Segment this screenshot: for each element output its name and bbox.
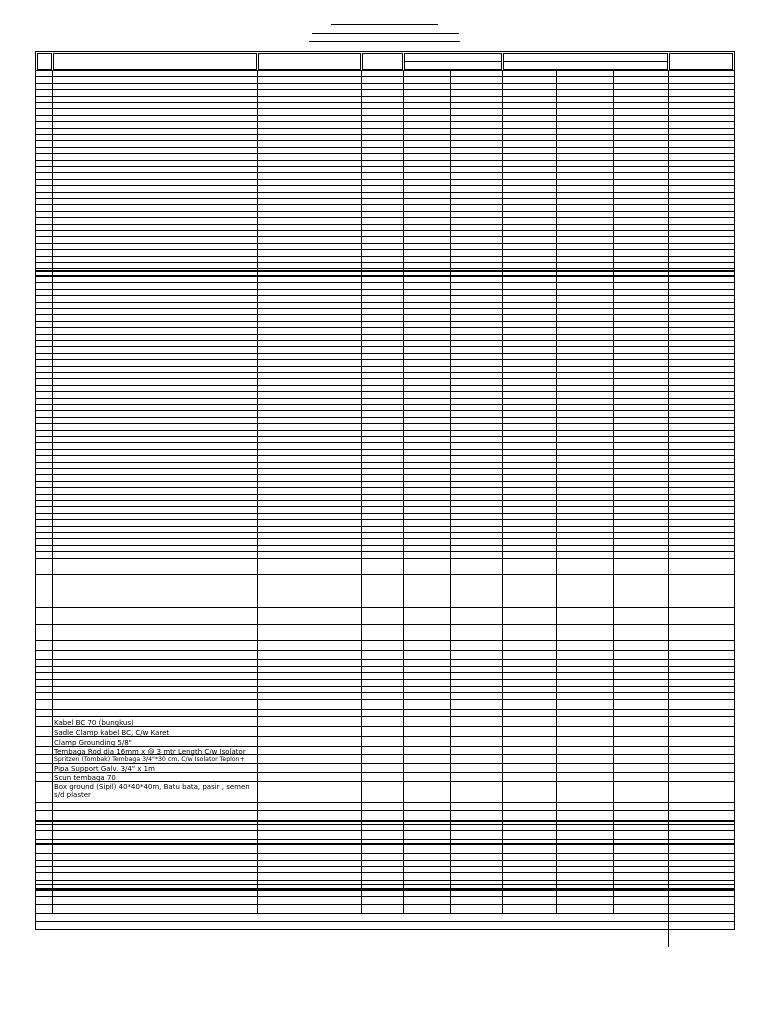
row-line	[36, 198, 734, 199]
row-line	[36, 526, 734, 527]
row-line	[36, 340, 734, 341]
row-line	[36, 802, 734, 803]
item-box-ground: Box ground (Sipil) 40*40*40m, Batu bata, pasir , semen s/d plaster	[54, 783, 250, 799]
row-line	[36, 276, 734, 277]
row-line	[36, 692, 734, 693]
row-line	[36, 607, 734, 608]
row-line	[36, 160, 734, 161]
row-line	[36, 921, 734, 922]
row-line	[36, 83, 734, 84]
bill-of-quantities-table	[35, 51, 735, 930]
row-line	[36, 538, 734, 539]
row-line	[36, 417, 734, 418]
row-line	[36, 102, 734, 103]
header-description	[53, 53, 257, 70]
subtitle-underline-2	[309, 41, 460, 42]
row-line	[36, 230, 734, 231]
row-line	[36, 558, 734, 559]
row-line	[36, 896, 734, 897]
row-line	[36, 378, 734, 379]
column-divider	[556, 70, 557, 913]
row-line	[36, 96, 734, 97]
row-line	[36, 890, 734, 891]
row-line	[36, 353, 734, 354]
row-line	[36, 398, 734, 399]
item-scun-tembaga: Scun tembaga 70	[54, 774, 116, 782]
header-unit	[362, 53, 403, 70]
row-line	[36, 128, 734, 129]
row-line	[36, 236, 734, 237]
item-sadle-clamp: Sadle Clamp kabel BC, C/w Karet	[54, 729, 170, 737]
row-line	[36, 372, 734, 373]
row-line	[36, 494, 734, 495]
row-line	[36, 929, 734, 930]
row-line	[36, 474, 734, 475]
row-line	[36, 574, 734, 575]
row-line	[36, 551, 734, 552]
row-line	[36, 820, 734, 822]
row-line	[36, 166, 734, 167]
row-line	[36, 391, 734, 392]
row-line	[36, 270, 734, 272]
row-line	[36, 302, 734, 303]
row-line	[36, 860, 734, 861]
row-line	[36, 830, 734, 831]
row-line	[36, 913, 734, 914]
row-line	[36, 249, 734, 250]
column-divider	[668, 70, 669, 947]
row-line	[36, 423, 734, 424]
row-line	[36, 289, 734, 290]
subheader-line	[404, 61, 502, 62]
row-line	[36, 487, 734, 488]
row-line	[36, 442, 734, 443]
row-line	[36, 243, 734, 244]
item-pipa-support: Pipa Support Galv. 3/4" x 1m	[54, 765, 155, 773]
row-line	[36, 716, 734, 717]
header-no	[37, 53, 52, 70]
row-line	[36, 385, 734, 386]
row-line	[36, 699, 734, 700]
row-line	[36, 282, 734, 283]
row-line	[36, 115, 734, 116]
column-divider	[450, 70, 451, 913]
column-divider	[613, 70, 614, 913]
row-line	[36, 262, 734, 263]
row-line	[36, 314, 734, 315]
row-line	[36, 666, 734, 667]
row-line	[36, 624, 734, 625]
row-line	[36, 153, 734, 154]
row-line	[36, 217, 734, 218]
row-line	[36, 321, 734, 322]
row-line	[36, 650, 734, 651]
row-line	[36, 308, 734, 309]
title-underline	[331, 24, 438, 25]
row-line	[36, 211, 734, 212]
column-divider	[361, 70, 362, 913]
row-line	[36, 686, 734, 687]
row-line	[36, 70, 734, 71]
item-tembaga-rod: Tembaga Rod dia 16mm x @ 3 mtr Length C/w Isolator	[54, 748, 246, 756]
row-line	[36, 185, 734, 186]
row-line	[36, 532, 734, 533]
row-line	[36, 659, 734, 660]
row-line	[36, 346, 734, 347]
row-line	[36, 810, 734, 811]
row-line	[36, 404, 734, 405]
row-line	[36, 545, 734, 546]
row-line	[36, 884, 734, 885]
column-divider	[502, 70, 503, 913]
row-line	[36, 519, 734, 520]
row-line	[36, 506, 734, 507]
row-line	[36, 295, 734, 296]
row-line	[36, 462, 734, 463]
row-line	[36, 500, 734, 501]
row-line	[36, 481, 734, 482]
header-remarks	[669, 53, 733, 70]
row-line	[36, 359, 734, 360]
row-line	[36, 256, 734, 257]
row-line	[36, 824, 734, 825]
column-divider	[52, 70, 53, 913]
row-line	[36, 334, 734, 335]
row-line	[36, 866, 734, 867]
row-line	[36, 679, 734, 680]
row-line	[36, 709, 734, 710]
row-line	[36, 327, 734, 328]
row-line	[36, 366, 734, 367]
row-line	[36, 904, 734, 905]
item-clamp-grounding: Clamp Grounding 5/8"	[54, 739, 132, 747]
row-line	[36, 672, 734, 673]
row-line	[36, 872, 734, 873]
row-line	[36, 89, 734, 90]
row-line	[36, 839, 734, 840]
row-line	[36, 640, 734, 641]
column-divider	[403, 70, 404, 913]
subheader-line	[503, 61, 668, 62]
row-line	[36, 134, 734, 135]
row-line	[36, 108, 734, 109]
row-line	[36, 843, 734, 845]
row-line	[36, 204, 734, 205]
row-line	[36, 224, 734, 225]
row-line	[36, 430, 734, 431]
row-line	[36, 147, 734, 148]
row-line	[36, 436, 734, 437]
row-line	[36, 121, 734, 122]
row-line	[36, 449, 734, 450]
row-line	[36, 76, 734, 77]
item-kabel-bc-70: Kabel BC 70 (bungkus)	[54, 719, 134, 727]
row-line	[36, 172, 734, 173]
row-line	[36, 880, 734, 881]
item-spritzen: Spritzen (Tombak) Tembaga 3/4"*30 cm, C/w Isolator Teplon+	[54, 756, 245, 763]
row-line	[36, 410, 734, 411]
row-line	[36, 192, 734, 193]
row-line	[36, 853, 734, 854]
row-line	[36, 513, 734, 514]
row-line	[36, 179, 734, 180]
subtitle-underline-1	[312, 33, 459, 34]
row-line	[36, 455, 734, 456]
header-specification	[258, 53, 361, 70]
row-line	[36, 468, 734, 469]
row-line	[36, 140, 734, 141]
